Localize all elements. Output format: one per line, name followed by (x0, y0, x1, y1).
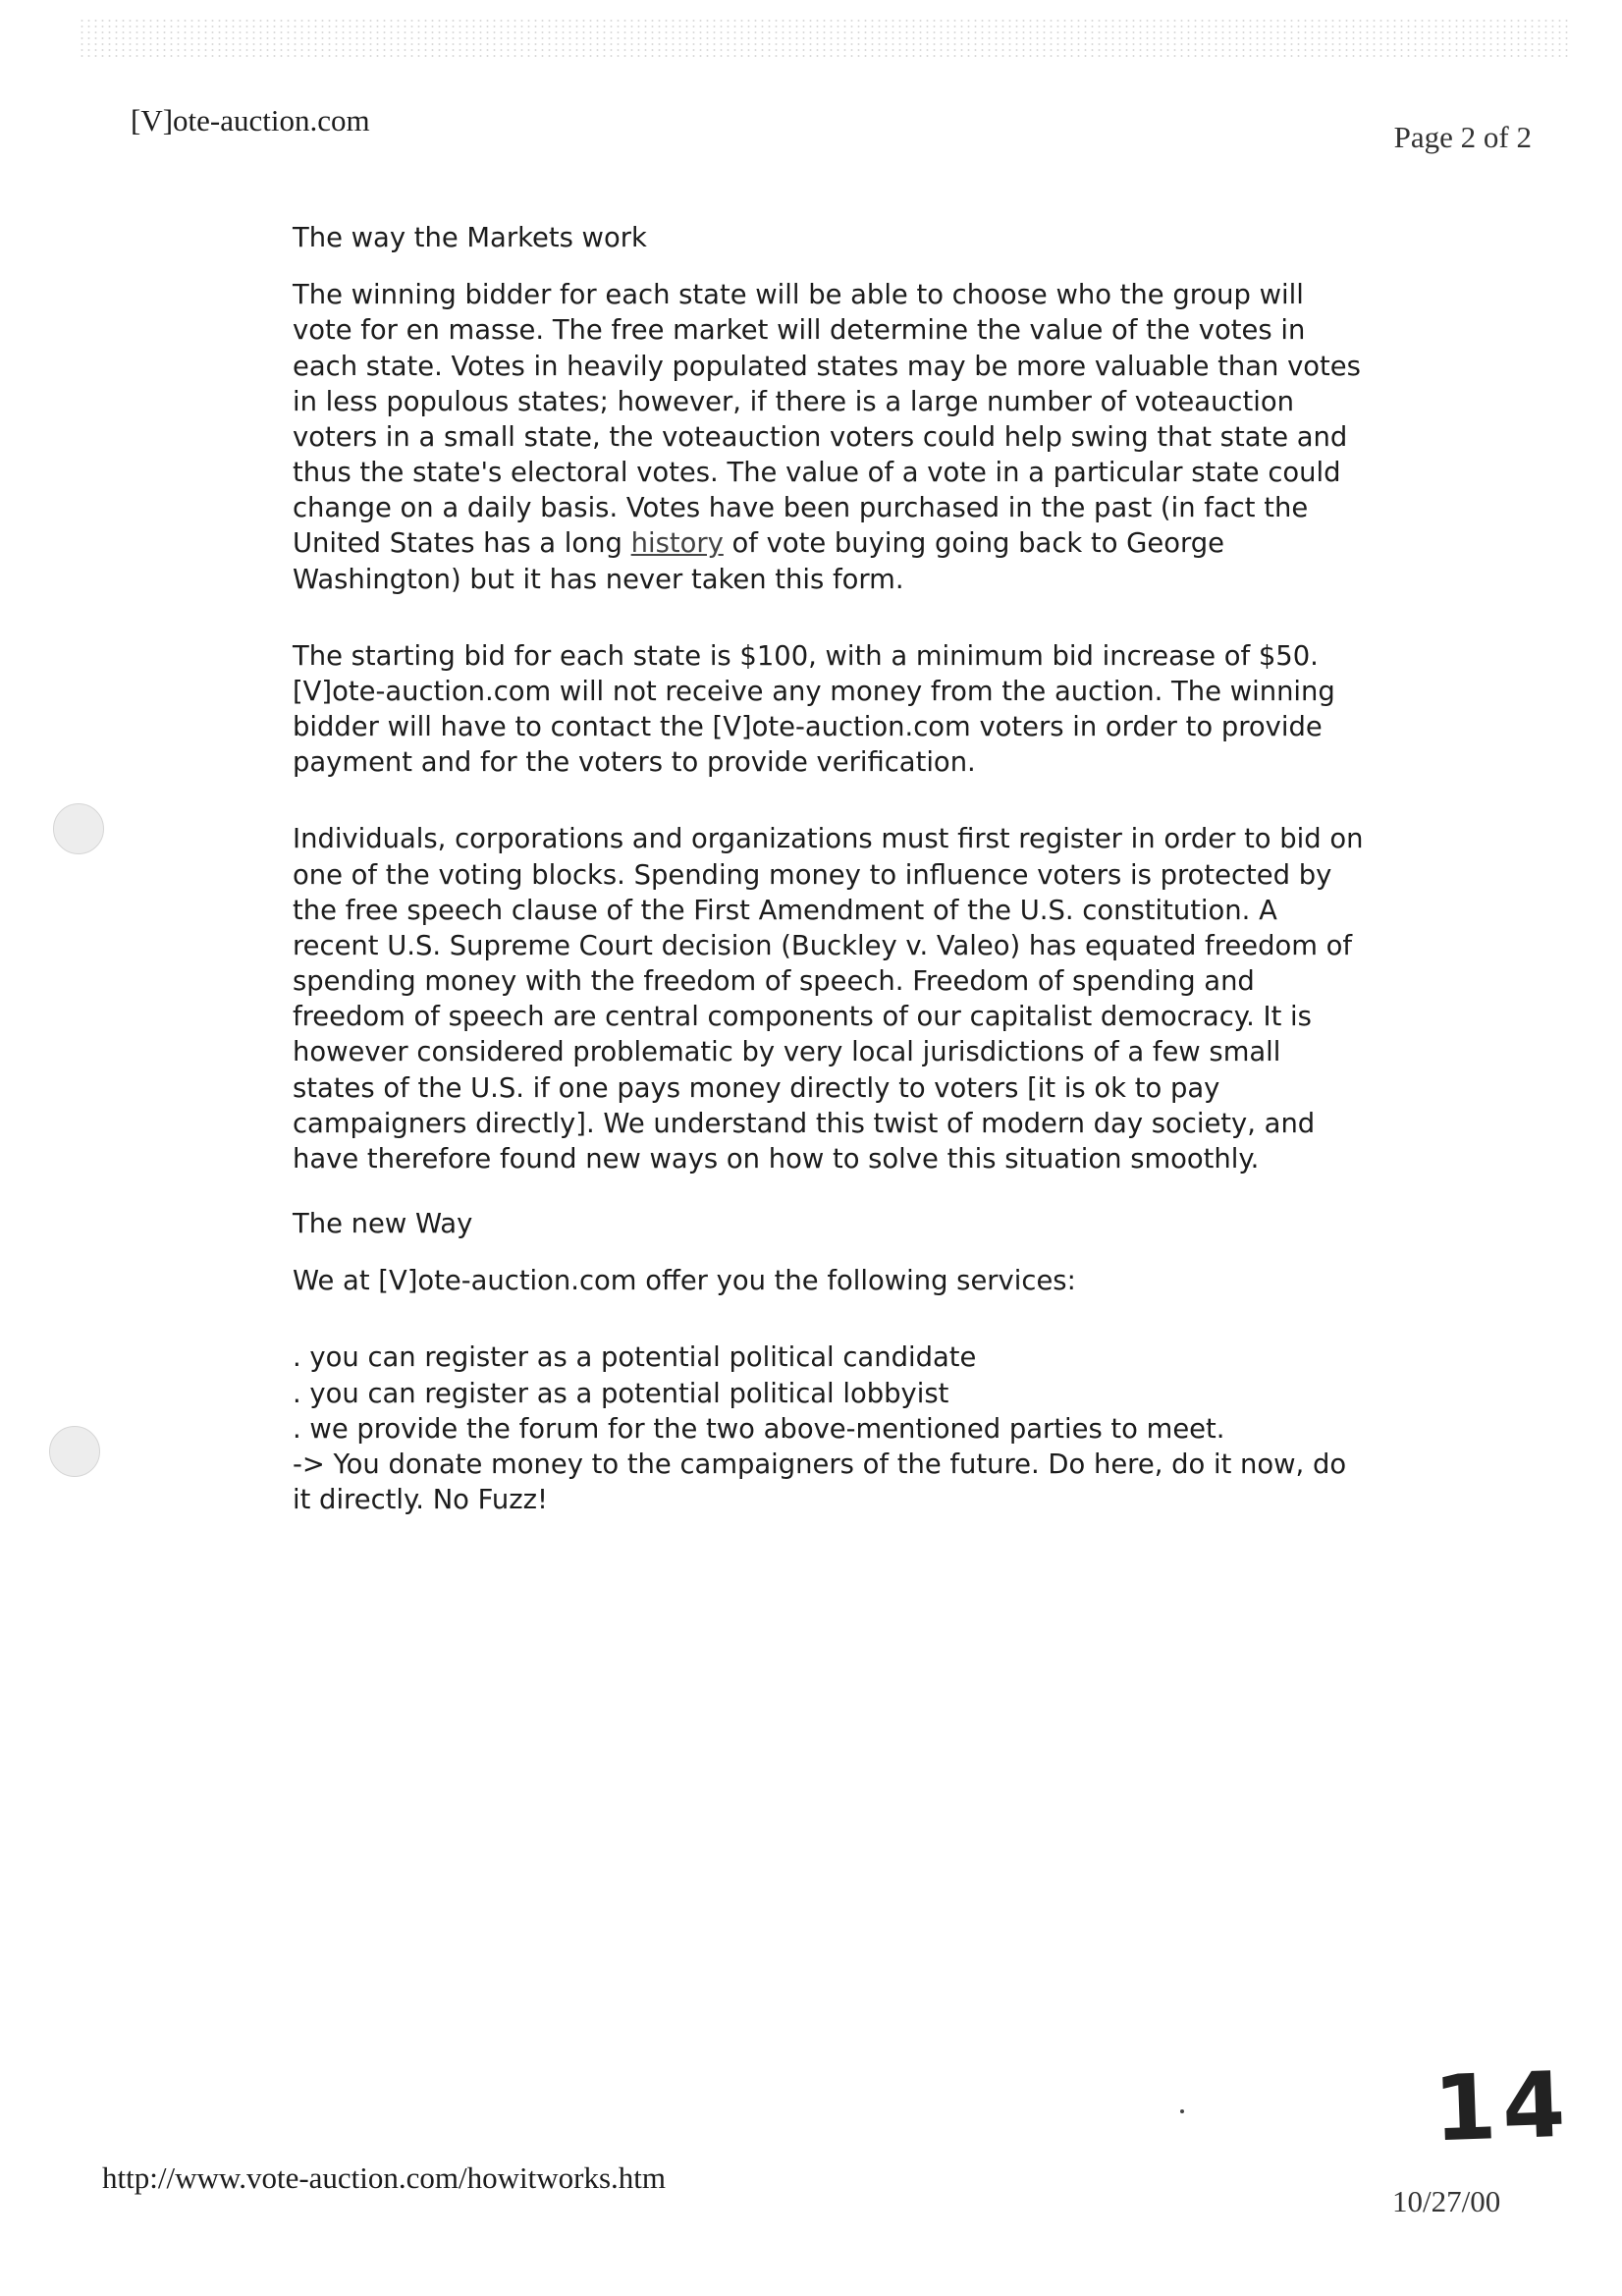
page-number: Page 2 of 2 (1393, 120, 1532, 154)
paragraph-markets (293, 278, 1368, 598)
list-item: . you can register as a potential political lobbyist (293, 1378, 949, 1409)
handwritten-page-number: 14 (1432, 2051, 1573, 2162)
article-body (293, 221, 1368, 1518)
footer-date: 10/27/00 (1392, 2184, 1501, 2218)
heading-markets: The way the Markets work (293, 223, 647, 253)
punch-hole-upper (53, 803, 104, 854)
list-item: . we provide the forum for the two above-mentioned parties to meet. (293, 1413, 1225, 1445)
paragraph-markets-text-end: of vote buying going back to George Washington) but it has never taken this form. (293, 528, 1225, 595)
services-list (293, 1340, 1368, 1518)
paragraph-registration: Individuals, corporations and organizations must first register in order to bid on one of the voting blocks. Spending money to influence voters is protected by the free speech clause of the First Amendment of the U.S. constitution. A recent U.S. Supreme Court decision (Buckley v. Valeo) has equated freedom of spending money with the freedom of speech. Freedom of spending and freedom of speech are central components of our capitalist democracy. It is however considered problematic by very local jurisdictions of a few small states of the U.S. if one pays money directly to voters [it is ok to pay campaigners directly]. We understand this twist of modern day society, and have therefore found new ways on how to solve this situation smoothly. (293, 824, 1364, 1175)
punch-hole-lower (49, 1426, 100, 1477)
paragraph-markets-text-start: The winning bidder for each state will be able to choose who the group will vote for en masse. The free market will determine the value of the votes in each state. Votes in heavily populated states may be more valuable than votes in less populous states; however, if there is a large number of voteauction voters in a small state, the voteauction voters could help swing that state and thus the state's electoral votes. The value of a vote in a particular state could change on a daily basis. Votes have been purchased in the past (in fact the United States has a long (293, 280, 1361, 560)
history-link[interactable]: history (630, 528, 724, 560)
paragraph-starting-bid: The starting bid for each state is $100, with a minimum bid increase of $50. [V]ote-auction.com will not receive any money from the auction. The winning bidder will have to contact the [V]ote-auction.com voters in order to provide payment and for the voters to provide verification. (293, 640, 1335, 779)
footer-url: http://www.vote-auction.com/howitworks.htm (102, 2160, 666, 2195)
stray-mark (1180, 2109, 1184, 2113)
services-intro: We at [V]ote-auction.com offer you the following services: (293, 1266, 1076, 1297)
site-title: [V]ote-auction.com (131, 103, 370, 137)
list-item: . you can register as a potential political candidate (293, 1342, 977, 1374)
scan-noise-band (79, 18, 1571, 57)
heading-new-way: The new Way (293, 1209, 473, 1240)
list-item: -> You donate money to the campaigners of the future. Do here, do it now, do it directly. No Fuzz! (293, 1449, 1347, 1516)
